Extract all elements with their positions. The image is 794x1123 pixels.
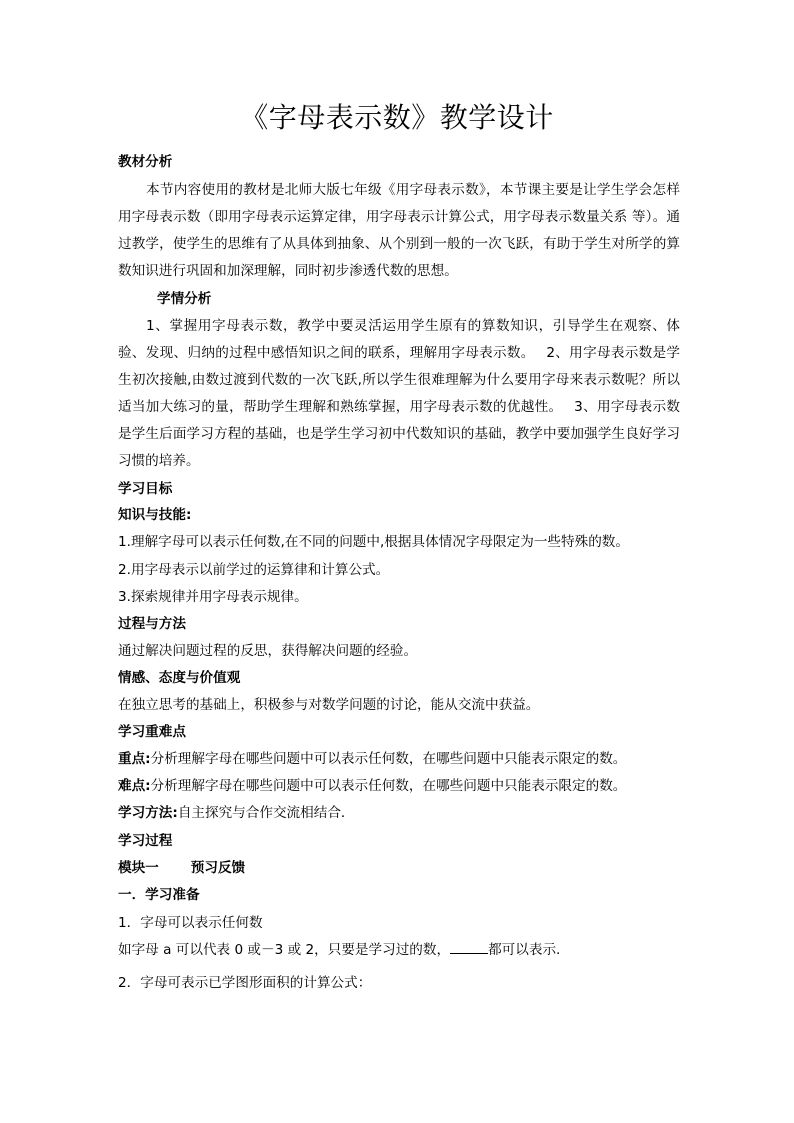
emotion-attitude-text: 在独立思考的基础上，积极参与对数学问题的讨论，能从交流中获益。 xyxy=(118,697,540,713)
section-material-analysis: 教材分析 xyxy=(118,154,173,170)
learning-method-label: 学习方法: xyxy=(118,805,178,821)
learning-method-text: 自主探究与合作交流相结合． xyxy=(177,805,355,821)
section-learning-process: 学习过程 xyxy=(118,833,173,849)
preparation-heading: 一．学习准备 xyxy=(118,887,200,903)
item-1-text-after-blank: 都可以表示. xyxy=(488,942,561,958)
material-analysis-paragraph: 本节内容使用的教材是北师大版七年级《用字母表示数》，本节课主要是让学生学会怎样用字母表示数（即用字母表示运算定律，用字母表示计算公式，用字母表示数量关系 等）。通过教学，使学生的思维有了从具体到抽象、从个别到一般的一次飞跃，有助于学生对所学的算数知识进行巩固和加深理解，同时初步渗透代数的思想。 xyxy=(118,182,680,279)
learner-analysis-paragraph: 1、掌握用字母表示数，教学中要灵活运用学生原有的算数知识，引导学生在观察、体验、发现、归纳的过程中感悟知识之间的联系，理解用字母表示数。 2、用字母表示数是学生初次接触,由数过渡到代数的一次飞跃,所以学生很难理解为什么要用字母来表示数呢？所以适当加大练习的量，帮助学生理解和熟练掌握，用字母表示数的优越性。 3、用字母表示数是学生后面学习方程的基础，也是学生学习初中代数知识的基础，教学中要加强学生良好学习习惯的培养。 xyxy=(118,318,680,469)
subsection-emotion-attitude: 情感、态度与价值观 xyxy=(118,670,241,686)
key-point-label: 重点: xyxy=(118,751,151,767)
key-point-line xyxy=(118,750,678,768)
subsection-process-method: 过程与方法 xyxy=(118,616,186,632)
difficult-point-text: 分析理解字母在哪些问题中可以表示任何数，在哪些问题中只能表示限定的数。 xyxy=(150,778,627,794)
difficult-point-line xyxy=(118,777,678,795)
section-key-difficult-points: 学习重难点 xyxy=(118,724,186,740)
goal-item-3: 3.探索规律并用字母表示规律。 xyxy=(118,589,308,605)
section-learning-goals: 学习目标 xyxy=(118,481,173,497)
goal-item-1: 1.理解字母可以表示任何数,在不同的问题中,根据具体情况字母限定为一些特殊的数。 xyxy=(118,534,629,550)
module-label: 模块一 xyxy=(118,860,159,876)
item-1-text-before-blank: 如字母 a 可以代表 0 或－3 或 2，只要是学习过的数， xyxy=(118,942,451,958)
key-point-text: 分析理解字母在哪些问题中可以表示任何数，在哪些问题中只能表示限定的数。 xyxy=(150,751,627,767)
module-heading xyxy=(118,859,678,877)
item-2-heading: 2．字母可表示已学图形面积的计算公式： xyxy=(118,975,372,991)
module-title: 预习反馈 xyxy=(190,860,246,876)
section-learner-analysis: 学情分析 xyxy=(157,291,212,307)
process-method-text: 通过解决问题过程的反思，获得解决问题的经验。 xyxy=(118,643,418,659)
item-1-heading: 1．字母可以表示任何数 xyxy=(118,915,263,931)
document-title: 《字母表示数》教学设计 xyxy=(240,101,554,134)
subsection-knowledge-skills: 知识与技能: xyxy=(118,507,192,523)
learning-method-line xyxy=(118,804,678,822)
difficult-point-label: 难点: xyxy=(118,778,151,794)
goal-item-2: 2.用字母表示以前学过的运算律和计算公式。 xyxy=(118,562,390,578)
item-1-text xyxy=(118,941,678,959)
fill-in-blank[interactable] xyxy=(450,941,488,954)
